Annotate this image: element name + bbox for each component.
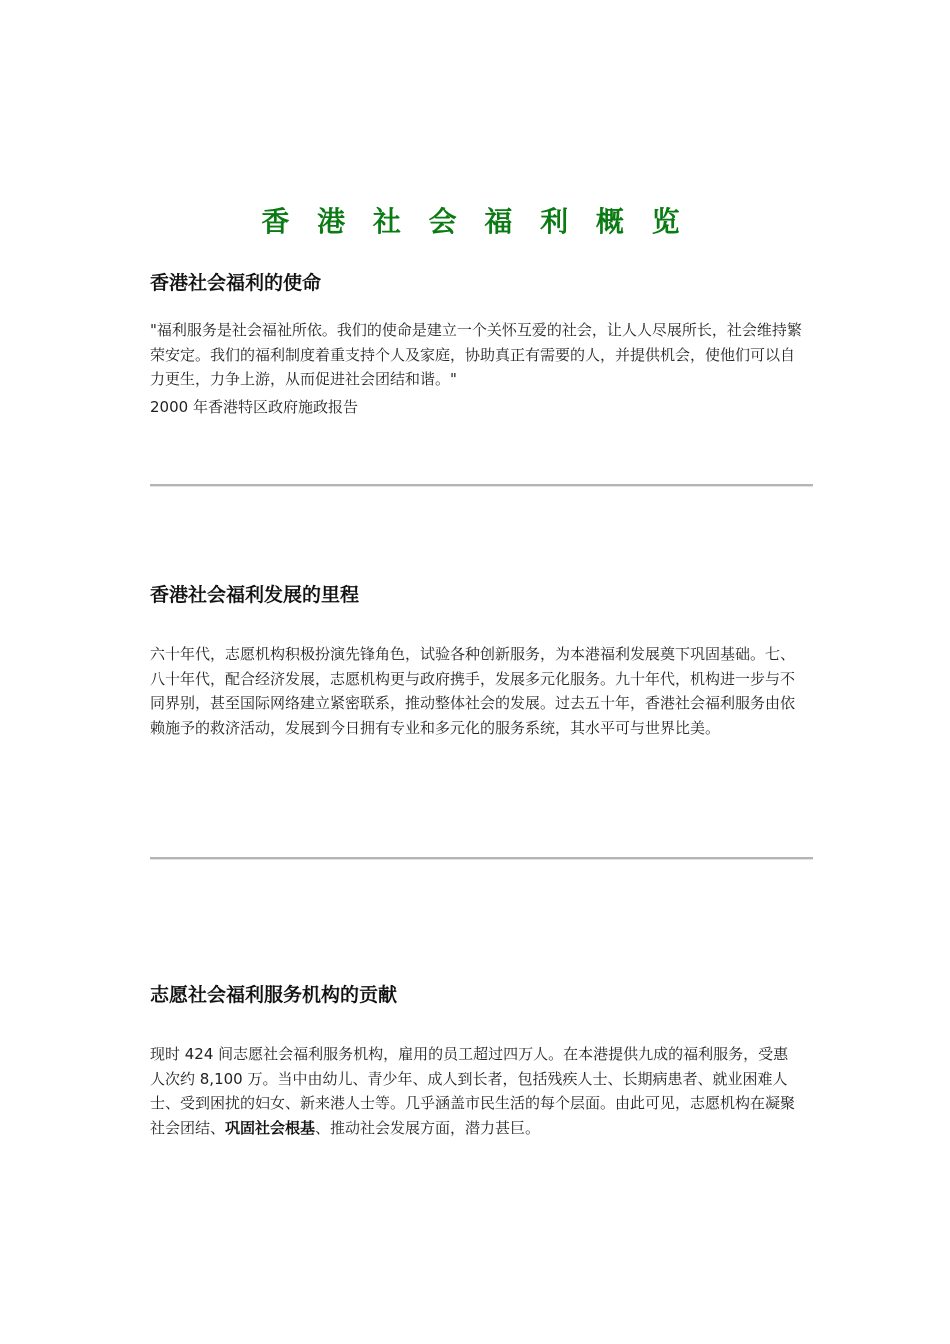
section-heading-milestones: 香港社会福利发展的里程 xyxy=(150,584,360,606)
section-heading-mission: 香港社会福利的使命 xyxy=(150,272,322,294)
contribution-text-end: 、推动社会发展方面，潜力甚巨。 xyxy=(315,1118,541,1137)
section-heading-contribution: 志愿社会福利服务机构的贡献 xyxy=(150,984,398,1006)
contribution-emphasis: 巩固社会根基 xyxy=(225,1118,316,1137)
section-divider xyxy=(150,484,813,487)
document-title: 香 港 社 会 福 利 概 览 xyxy=(261,205,689,238)
contribution-text-start: 现时 424 间志愿社会福利服务机构，雇用的员工超过四万人。在本港提供九成的福利服务，受惠人次约 8,100 万。当中由幼儿、青少年、成人到长者，包括残疾人士、长期病患者、就业困难人士、受到困扰的妇女、新来港人士等。几乎涵盖市民生活的每个层面。由此可见，志愿机构在凝聚社会团结、 xyxy=(150,1045,796,1137)
contribution-paragraph xyxy=(150,1042,802,1140)
mission-quote: "福利服务是社会福祉所依。我们的使命是建立一个关怀互爱的社会，让人人尽展所长，社会维持繁荣安定。我们的福利制度着重支持个人及家庭，协助真正有需要的人，并提供机会，使他们可以自力更生，力争上游，从而促进社会团结和谐。" xyxy=(150,321,802,388)
milestones-paragraph: 六十年代，志愿机构积极扮演先锋角色，试验各种创新服务，为本港福利发展奠下巩固基础。七、八十年代，配合经济发展，志愿机构更与政府携手，发展多元化服务。九十年代，机构进一步与不同界别，甚至国际网络建立紧密联系，推动整体社会的发展。过去五十年，香港社会福利服务由依赖施予的救济活动，发展到今日拥有专业和多元化的服务系统，其水平可与世界比美。 xyxy=(150,645,796,737)
mission-source: 2000 年香港特区政府施政报告 xyxy=(150,398,358,416)
section-divider xyxy=(150,857,813,860)
